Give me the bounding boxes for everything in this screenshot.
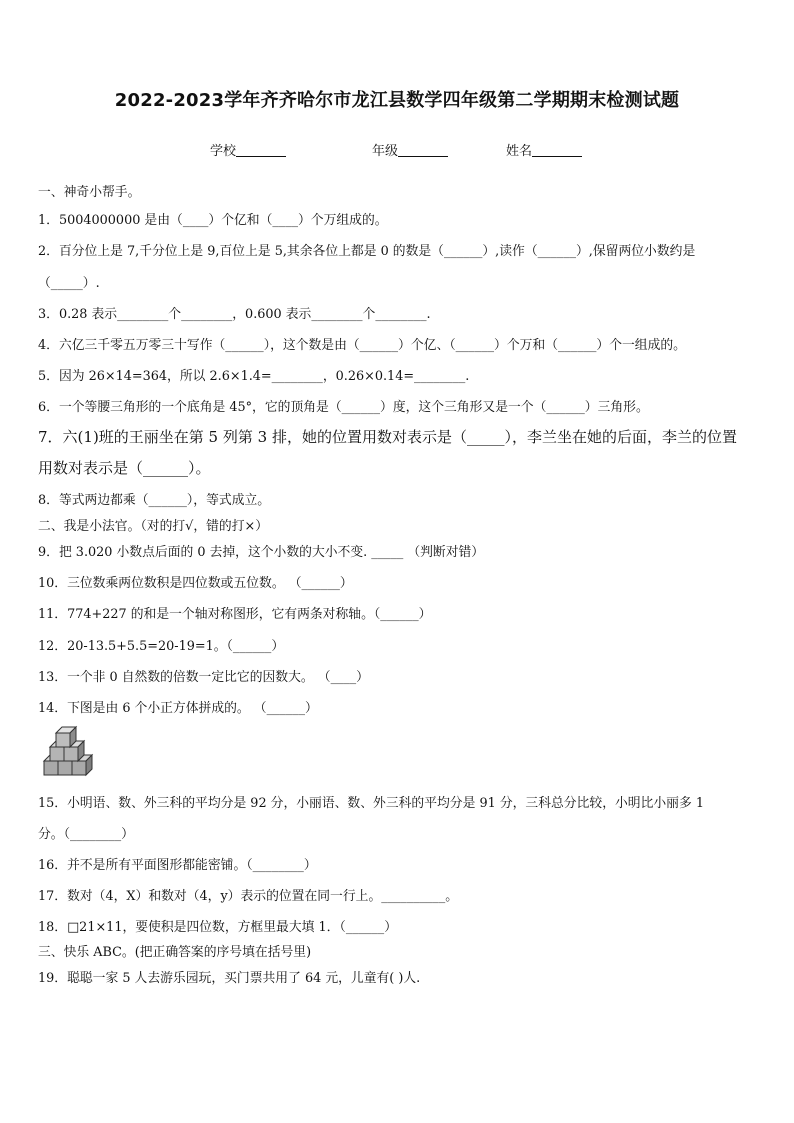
- name-label: 姓名: [506, 144, 533, 159]
- question-2-cont: （_____）.: [38, 276, 100, 291]
- section-2-heading: 二、我是小法官。（对的打√，错的打×）: [38, 519, 269, 534]
- question-7-cont: 用数对表示是（______）。: [38, 459, 211, 477]
- question-8: 8．等式两边都乘（______），等式成立。: [38, 493, 271, 508]
- cube-stack-figure: [40, 723, 100, 779]
- question-7: 7．六(1)班的王丽坐在第 5 列第 3 排，她的位置用数对表示是（_____），李兰坐在她的后面，李兰的位置: [38, 428, 737, 446]
- question-1: 1．5004000000 是由（____）个亿和（____）个万组成的。: [38, 213, 388, 228]
- grade-label: 年级: [372, 144, 399, 159]
- section-3-heading: 三、快乐 ABC。(把正确答案的序号填在括号里): [38, 945, 312, 960]
- question-17: 17．数对（4，X）和数对（4，y）表示的位置在同一行上。__________。: [38, 889, 459, 904]
- question-9: 9．把 3.020 小数点后面的 0 去掉，这个小数的大小不变. _____ （判断对错）: [38, 545, 485, 560]
- question-14: 14．下图是由 6 个小正方体拼成的。 （______）: [38, 701, 318, 716]
- school-label: 学校: [210, 144, 237, 159]
- page-title: 2022-2023学年齐齐哈尔市龙江县数学四年级第二学期期末检测试题: [114, 90, 680, 111]
- question-13: 13．一个非 0 自然数的倍数一定比它的因数大。 （____）: [38, 670, 369, 685]
- school-field: [210, 140, 286, 159]
- question-2: 2．百分位上是 7,千分位上是 9,百位上是 5,其余各位上都是 0 的数是（______）,读作（______）,保留两位小数约是: [38, 244, 696, 259]
- name-blank[interactable]: [532, 143, 582, 157]
- name-field: [506, 140, 582, 159]
- question-6: 6．一个等腰三角形的一个底角是 45°，它的顶角是（______）度，这个三角形又是一个（______）三角形。: [38, 400, 649, 415]
- question-5: 5．因为 26×14=364，所以 2.6×1.4=________，0.26×0.14=________.: [38, 369, 470, 384]
- question-16: 16．并不是所有平面图形都能密铺。（________）: [38, 858, 317, 873]
- question-15-cont: 分。（________）: [38, 827, 134, 842]
- grade-field: [372, 140, 448, 159]
- question-10: 10．三位数乘两位数积是四位数或五位数。 （______）: [38, 576, 353, 591]
- question-11: 11．774+227 的和是一个轴对称图形，它有两条对称轴。（______）: [38, 607, 432, 622]
- question-12: 12．20-13.5+5.5=20-19=1。（______）: [38, 639, 285, 654]
- school-blank[interactable]: [236, 143, 286, 157]
- question-4: 4．六亿三千零五万零三十写作（______），这个数是由（______）个亿、（______）个万和（______）个一组成的。: [38, 338, 686, 353]
- question-15: 15．小明语、数、外三科的平均分是 92 分，小丽语、数、外三科的平均分是 91 分，三科总分比较，小明比小丽多 1: [38, 796, 704, 811]
- question-3: 3．0.28 表示________个________，0.600 表示________个________.: [38, 307, 431, 322]
- section-1-heading: 一、神奇小帮手。: [38, 185, 141, 200]
- grade-blank[interactable]: [398, 143, 448, 157]
- question-18: 18．□21×11，要使积是四位数，方框里最大填 1．（______）: [38, 920, 398, 935]
- question-19: 19．聪聪一家 5 人去游乐园玩，买门票共用了 64 元，儿童有( )人.: [38, 971, 421, 986]
